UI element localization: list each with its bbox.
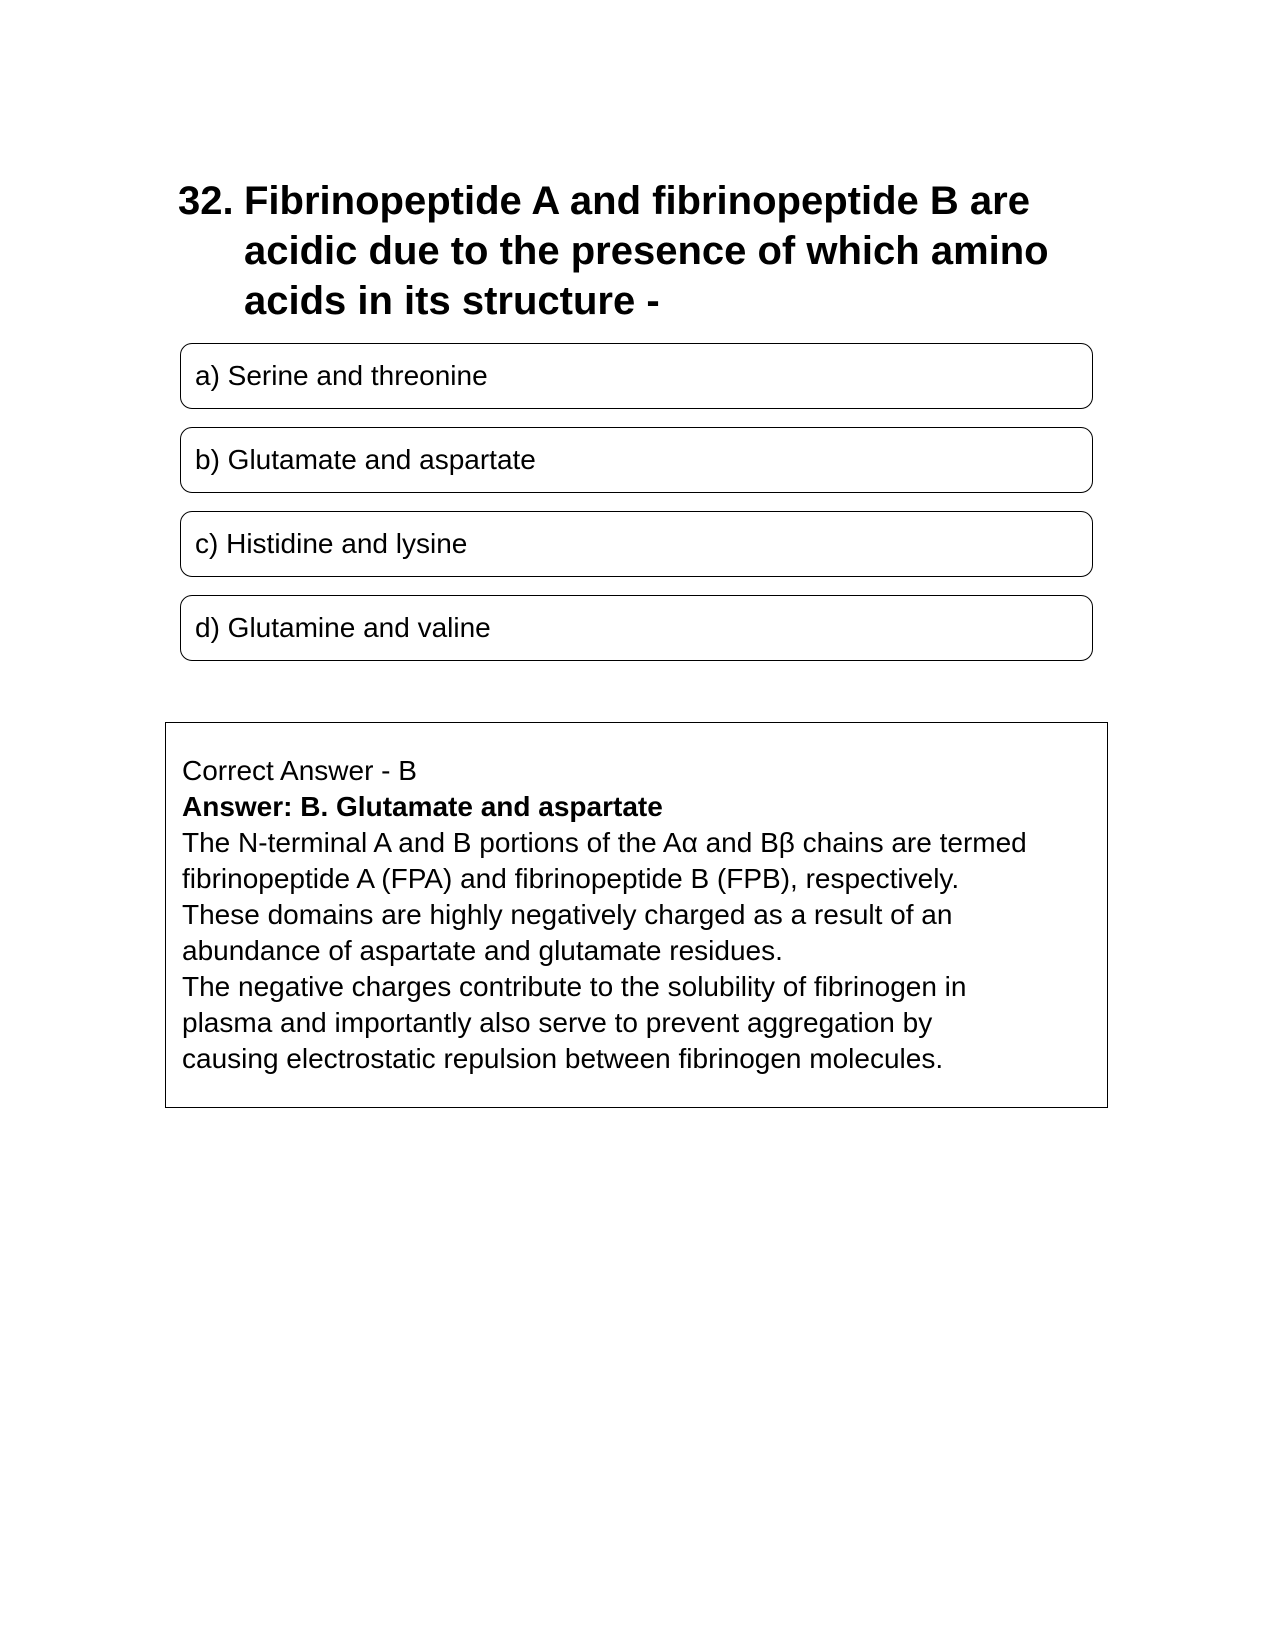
answer-heading: Answer: B. Glutamate and aspartate [182, 791, 663, 822]
option-b[interactable]: b) Glutamate and aspartate [180, 427, 1093, 493]
option-c[interactable]: c) Histidine and lysine [180, 511, 1093, 577]
explanation-line: plasma and importantly also serve to prevent aggregation by [182, 1007, 933, 1038]
explanation-line: fibrinopeptide A (FPA) and fibrinopeptide B (FPB), respectively. [182, 863, 960, 894]
explanation-line: The N-terminal A and B portions of the Aα and Bβ chains are termed [182, 827, 1027, 858]
question-text: Fibrinopeptide A and fibrinopeptide B are acidic due to the presence of which amino acids in its structure - [244, 179, 1049, 323]
question-number: 32. [178, 179, 234, 223]
option-a[interactable]: a) Serine and threonine [180, 343, 1093, 409]
explanation-line: causing electrostatic repulsion between fibrinogen molecules. [182, 1043, 944, 1074]
option-d[interactable]: d) Glutamine and valine [180, 595, 1093, 661]
correct-answer-label: Correct Answer - B [182, 755, 417, 786]
explanation-line: The negative charges contribute to the solubility of fibrinogen in [182, 971, 967, 1002]
explanation-line: These domains are highly negatively charged as a result of an [182, 899, 953, 930]
answer-explanation-box [165, 722, 1108, 1108]
explanation-line: abundance of aspartate and glutamate residues. [182, 935, 783, 966]
question-heading [178, 176, 1098, 326]
